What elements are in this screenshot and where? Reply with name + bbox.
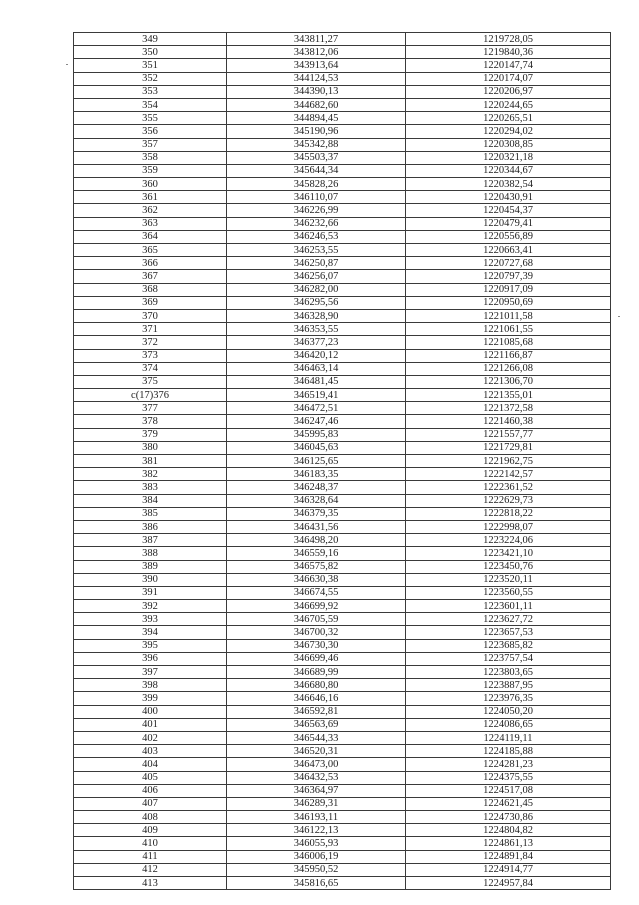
table-row [74, 402, 611, 415]
table-row [74, 151, 611, 164]
x-coordinate-cell: 346730,30 [227, 639, 406, 652]
table-row [74, 415, 611, 428]
y-coordinate-cell: 1220321,18 [406, 151, 611, 164]
table-row [74, 375, 611, 388]
point-number-cell: 403 [74, 745, 227, 758]
x-coordinate-cell: 344682,60 [227, 98, 406, 111]
table-row [74, 520, 611, 533]
y-coordinate-cell: 1224281,23 [406, 758, 611, 771]
y-coordinate-cell: 1224050,20 [406, 705, 611, 718]
point-number-cell: 375 [74, 375, 227, 388]
point-number-cell: 400 [74, 705, 227, 718]
point-number-cell: 410 [74, 837, 227, 850]
table-row [74, 705, 611, 718]
x-coordinate-cell: 346592,81 [227, 705, 406, 718]
x-coordinate-cell: 346689,99 [227, 666, 406, 679]
y-coordinate-cell: 1220917,09 [406, 283, 611, 296]
y-coordinate-cell: 1224861,13 [406, 837, 611, 850]
point-number-cell: 355 [74, 112, 227, 125]
table-row [74, 244, 611, 257]
table-row [74, 138, 611, 151]
point-number-cell: 389 [74, 560, 227, 573]
point-number-cell: 408 [74, 811, 227, 824]
point-number-cell: 390 [74, 573, 227, 586]
point-number-cell: 353 [74, 85, 227, 98]
x-coordinate-cell: 346232,66 [227, 217, 406, 230]
table-row [74, 745, 611, 758]
x-coordinate-cell: 343811,27 [227, 33, 406, 46]
x-coordinate-cell: 346472,51 [227, 402, 406, 415]
y-coordinate-cell: 1220382,54 [406, 178, 611, 191]
table-row [74, 731, 611, 744]
y-coordinate-cell: 1224185,88 [406, 745, 611, 758]
y-coordinate-cell: 1222629,73 [406, 494, 611, 507]
point-number-cell: 368 [74, 283, 227, 296]
x-coordinate-cell: 346328,90 [227, 309, 406, 322]
x-coordinate-cell: 346481,45 [227, 375, 406, 388]
x-coordinate-cell: 346193,11 [227, 811, 406, 824]
table-row [74, 837, 611, 850]
table-row [74, 626, 611, 639]
point-number-cell: 401 [74, 718, 227, 731]
x-coordinate-cell: 346122,13 [227, 824, 406, 837]
point-number-cell: 357 [74, 138, 227, 151]
x-coordinate-cell: 346680,80 [227, 679, 406, 692]
y-coordinate-cell: 1221166,87 [406, 349, 611, 362]
table-row [74, 652, 611, 665]
x-coordinate-cell: 346253,55 [227, 244, 406, 257]
table-row [74, 758, 611, 771]
point-number-cell: 407 [74, 797, 227, 810]
table-row [74, 349, 611, 362]
y-coordinate-cell: 1224891,84 [406, 850, 611, 863]
table-row [74, 283, 611, 296]
point-number-cell: 379 [74, 428, 227, 441]
point-number-cell: 397 [74, 666, 227, 679]
point-number-cell: 382 [74, 468, 227, 481]
y-coordinate-cell: 1221085,68 [406, 336, 611, 349]
x-coordinate-cell: 346377,23 [227, 336, 406, 349]
table-row [74, 718, 611, 731]
x-coordinate-cell: 346364,97 [227, 784, 406, 797]
point-number-cell: 359 [74, 164, 227, 177]
y-coordinate-cell: 1220430,91 [406, 191, 611, 204]
table-row [74, 112, 611, 125]
point-number-cell: 384 [74, 494, 227, 507]
point-number-cell: 371 [74, 323, 227, 336]
table-row [74, 863, 611, 876]
point-number-cell: 394 [74, 626, 227, 639]
point-number-cell: 405 [74, 771, 227, 784]
y-coordinate-cell: 1222818,22 [406, 507, 611, 520]
y-coordinate-cell: 1220265,51 [406, 112, 611, 125]
table-row [74, 784, 611, 797]
x-coordinate-cell: 345190,96 [227, 125, 406, 138]
table-row [74, 98, 611, 111]
y-coordinate-cell: 1221729,81 [406, 441, 611, 454]
point-number-cell: 370 [74, 309, 227, 322]
y-coordinate-cell: 1224086,65 [406, 718, 611, 731]
x-coordinate-cell: 345816,65 [227, 877, 406, 890]
x-coordinate-cell: 346705,59 [227, 613, 406, 626]
point-number-cell: 413 [74, 877, 227, 890]
y-coordinate-cell: 1224804,82 [406, 824, 611, 837]
x-coordinate-cell: 345644,34 [227, 164, 406, 177]
table-row [74, 534, 611, 547]
point-number-cell: 377 [74, 402, 227, 415]
x-coordinate-cell: 346575,82 [227, 560, 406, 573]
x-coordinate-cell: 346473,00 [227, 758, 406, 771]
x-coordinate-cell: 346563,69 [227, 718, 406, 731]
y-coordinate-cell: 1219728,05 [406, 33, 611, 46]
x-coordinate-cell: 346431,56 [227, 520, 406, 533]
x-coordinate-cell: 346519,41 [227, 389, 406, 402]
point-number-cell: 385 [74, 507, 227, 520]
table-row [74, 389, 611, 402]
y-coordinate-cell: 1221372,58 [406, 402, 611, 415]
y-coordinate-cell: 1224119,11 [406, 731, 611, 744]
point-number-cell: 354 [74, 98, 227, 111]
x-coordinate-cell: 346353,55 [227, 323, 406, 336]
table-row [74, 771, 611, 784]
table-row [74, 46, 611, 59]
x-coordinate-cell: 346250,87 [227, 257, 406, 270]
x-coordinate-cell: 346674,55 [227, 586, 406, 599]
table-row [74, 679, 611, 692]
table-row [74, 257, 611, 270]
y-coordinate-cell: 1220344,67 [406, 164, 611, 177]
x-coordinate-cell: 346699,92 [227, 600, 406, 613]
point-number-cell: 395 [74, 639, 227, 652]
table-row [74, 59, 611, 72]
point-number-cell: 374 [74, 362, 227, 375]
y-coordinate-cell: 1221460,38 [406, 415, 611, 428]
x-coordinate-cell: 346246,53 [227, 230, 406, 243]
table-row [74, 85, 611, 98]
y-coordinate-cell: 1223224,06 [406, 534, 611, 547]
point-number-cell: 406 [74, 784, 227, 797]
point-number-cell: 387 [74, 534, 227, 547]
y-coordinate-cell: 1223421,10 [406, 547, 611, 560]
y-coordinate-cell: 1221306,70 [406, 375, 611, 388]
table-row [74, 441, 611, 454]
y-coordinate-cell: 1220454,37 [406, 204, 611, 217]
table-row [74, 191, 611, 204]
point-number-cell: 380 [74, 441, 227, 454]
y-coordinate-cell: 1223657,53 [406, 626, 611, 639]
point-number-cell: 351 [74, 59, 227, 72]
x-coordinate-cell: 345503,37 [227, 151, 406, 164]
x-coordinate-cell: 346699,46 [227, 652, 406, 665]
point-number-cell: 393 [74, 613, 227, 626]
point-number-cell: 399 [74, 692, 227, 705]
table-row [74, 270, 611, 283]
x-coordinate-cell: 344390,13 [227, 85, 406, 98]
table-row [74, 613, 611, 626]
x-coordinate-cell: 345950,52 [227, 863, 406, 876]
table-row [74, 797, 611, 810]
table-row [74, 178, 611, 191]
y-coordinate-cell: 1220147,74 [406, 59, 611, 72]
x-coordinate-cell: 346544,33 [227, 731, 406, 744]
point-number-cell: 362 [74, 204, 227, 217]
y-coordinate-cell: 1220174,07 [406, 72, 611, 85]
point-number-cell: 360 [74, 178, 227, 191]
x-coordinate-cell: 344894,45 [227, 112, 406, 125]
x-coordinate-cell: 346282,00 [227, 283, 406, 296]
x-coordinate-cell: 346295,56 [227, 296, 406, 309]
point-number-cell: 383 [74, 481, 227, 494]
point-number-cell: 367 [74, 270, 227, 283]
x-coordinate-cell: 345342,88 [227, 138, 406, 151]
x-coordinate-cell: 346700,32 [227, 626, 406, 639]
x-coordinate-cell: 346463,14 [227, 362, 406, 375]
table-row [74, 204, 611, 217]
point-number-cell: 402 [74, 731, 227, 744]
table-row [74, 824, 611, 837]
table-row [74, 639, 611, 652]
scan-speck [66, 64, 68, 65]
point-number-cell: 391 [74, 586, 227, 599]
y-coordinate-cell: 1220479,41 [406, 217, 611, 230]
y-coordinate-cell: 1222998,07 [406, 520, 611, 533]
table-row [74, 72, 611, 85]
table-row [74, 296, 611, 309]
point-number-cell: 404 [74, 758, 227, 771]
y-coordinate-cell: 1223520,11 [406, 573, 611, 586]
coordinates-table-body [74, 33, 611, 890]
y-coordinate-cell: 1224730,86 [406, 811, 611, 824]
point-number-cell: 388 [74, 547, 227, 560]
y-coordinate-cell: 1223685,82 [406, 639, 611, 652]
x-coordinate-cell: 345995,83 [227, 428, 406, 441]
y-coordinate-cell: 1223627,72 [406, 613, 611, 626]
table-row [74, 877, 611, 890]
x-coordinate-cell: 343812,06 [227, 46, 406, 59]
table-row [74, 547, 611, 560]
x-coordinate-cell: 346432,53 [227, 771, 406, 784]
table-row [74, 125, 611, 138]
point-number-cell: 352 [74, 72, 227, 85]
point-number-cell: 361 [74, 191, 227, 204]
point-number-cell: 358 [74, 151, 227, 164]
x-coordinate-cell: 344124,53 [227, 72, 406, 85]
table-row [74, 33, 611, 46]
y-coordinate-cell: 1224375,55 [406, 771, 611, 784]
y-coordinate-cell: 1220556,89 [406, 230, 611, 243]
y-coordinate-cell: 1224517,08 [406, 784, 611, 797]
y-coordinate-cell: 1221355,01 [406, 389, 611, 402]
table-row [74, 850, 611, 863]
x-coordinate-cell: 346630,38 [227, 573, 406, 586]
x-coordinate-cell: 346248,37 [227, 481, 406, 494]
table-row [74, 600, 611, 613]
point-number-cell: 365 [74, 244, 227, 257]
table-row [74, 811, 611, 824]
y-coordinate-cell: 1220797,39 [406, 270, 611, 283]
y-coordinate-cell: 1223757,54 [406, 652, 611, 665]
y-coordinate-cell: 1220950,69 [406, 296, 611, 309]
table-row [74, 164, 611, 177]
point-number-cell: 349 [74, 33, 227, 46]
coordinates-table [73, 32, 611, 890]
point-number-cell: 373 [74, 349, 227, 362]
x-coordinate-cell: 345828,26 [227, 178, 406, 191]
point-number-cell: 398 [74, 679, 227, 692]
point-number-cell: 364 [74, 230, 227, 243]
x-coordinate-cell: 346055,93 [227, 837, 406, 850]
y-coordinate-cell: 1220727,68 [406, 257, 611, 270]
point-number-cell: с(17)376 [74, 389, 227, 402]
x-coordinate-cell: 346328,64 [227, 494, 406, 507]
y-coordinate-cell: 1221266,08 [406, 362, 611, 375]
table-row [74, 323, 611, 336]
table-row [74, 692, 611, 705]
x-coordinate-cell: 346379,35 [227, 507, 406, 520]
table-row [74, 455, 611, 468]
y-coordinate-cell: 1220294,02 [406, 125, 611, 138]
x-coordinate-cell: 346256,07 [227, 270, 406, 283]
y-coordinate-cell: 1223803,65 [406, 666, 611, 679]
y-coordinate-cell: 1220206,97 [406, 85, 611, 98]
x-coordinate-cell: 346498,20 [227, 534, 406, 547]
point-number-cell: 411 [74, 850, 227, 863]
y-coordinate-cell: 1222142,57 [406, 468, 611, 481]
point-number-cell: 363 [74, 217, 227, 230]
y-coordinate-cell: 1222361,52 [406, 481, 611, 494]
point-number-cell: 412 [74, 863, 227, 876]
x-coordinate-cell: 346125,65 [227, 455, 406, 468]
table-row [74, 666, 611, 679]
point-number-cell: 372 [74, 336, 227, 349]
x-coordinate-cell: 346006,19 [227, 850, 406, 863]
table-row [74, 494, 611, 507]
x-coordinate-cell: 346520,31 [227, 745, 406, 758]
table-row [74, 586, 611, 599]
point-number-cell: 396 [74, 652, 227, 665]
table-row [74, 468, 611, 481]
y-coordinate-cell: 1224957,84 [406, 877, 611, 890]
table-row [74, 481, 611, 494]
x-coordinate-cell: 343913,64 [227, 59, 406, 72]
point-number-cell: 378 [74, 415, 227, 428]
x-coordinate-cell: 346420,12 [227, 349, 406, 362]
y-coordinate-cell: 1224914,77 [406, 863, 611, 876]
table-row [74, 507, 611, 520]
y-coordinate-cell: 1221011,58 [406, 309, 611, 322]
table-row [74, 230, 611, 243]
scan-speck [618, 316, 620, 317]
point-number-cell: 409 [74, 824, 227, 837]
point-number-cell: 386 [74, 520, 227, 533]
table-row [74, 573, 611, 586]
y-coordinate-cell: 1223976,35 [406, 692, 611, 705]
x-coordinate-cell: 346247,46 [227, 415, 406, 428]
y-coordinate-cell: 1223450,76 [406, 560, 611, 573]
table-row [74, 336, 611, 349]
x-coordinate-cell: 346559,16 [227, 547, 406, 560]
y-coordinate-cell: 1220308,85 [406, 138, 611, 151]
table-row [74, 309, 611, 322]
x-coordinate-cell: 346289,31 [227, 797, 406, 810]
x-coordinate-cell: 346045,63 [227, 441, 406, 454]
y-coordinate-cell: 1223601,11 [406, 600, 611, 613]
y-coordinate-cell: 1221962,75 [406, 455, 611, 468]
x-coordinate-cell: 346646,16 [227, 692, 406, 705]
y-coordinate-cell: 1223887,95 [406, 679, 611, 692]
point-number-cell: 369 [74, 296, 227, 309]
table-row [74, 362, 611, 375]
y-coordinate-cell: 1219840,36 [406, 46, 611, 59]
x-coordinate-cell: 346110,07 [227, 191, 406, 204]
y-coordinate-cell: 1220244,65 [406, 98, 611, 111]
point-number-cell: 350 [74, 46, 227, 59]
point-number-cell: 366 [74, 257, 227, 270]
y-coordinate-cell: 1221061,55 [406, 323, 611, 336]
x-coordinate-cell: 346183,35 [227, 468, 406, 481]
y-coordinate-cell: 1223560,55 [406, 586, 611, 599]
point-number-cell: 392 [74, 600, 227, 613]
x-coordinate-cell: 346226,99 [227, 204, 406, 217]
y-coordinate-cell: 1221557,77 [406, 428, 611, 441]
y-coordinate-cell: 1224621,45 [406, 797, 611, 810]
point-number-cell: 381 [74, 455, 227, 468]
table-row [74, 217, 611, 230]
y-coordinate-cell: 1220663,41 [406, 244, 611, 257]
point-number-cell: 356 [74, 125, 227, 138]
table-row [74, 560, 611, 573]
table-row [74, 428, 611, 441]
